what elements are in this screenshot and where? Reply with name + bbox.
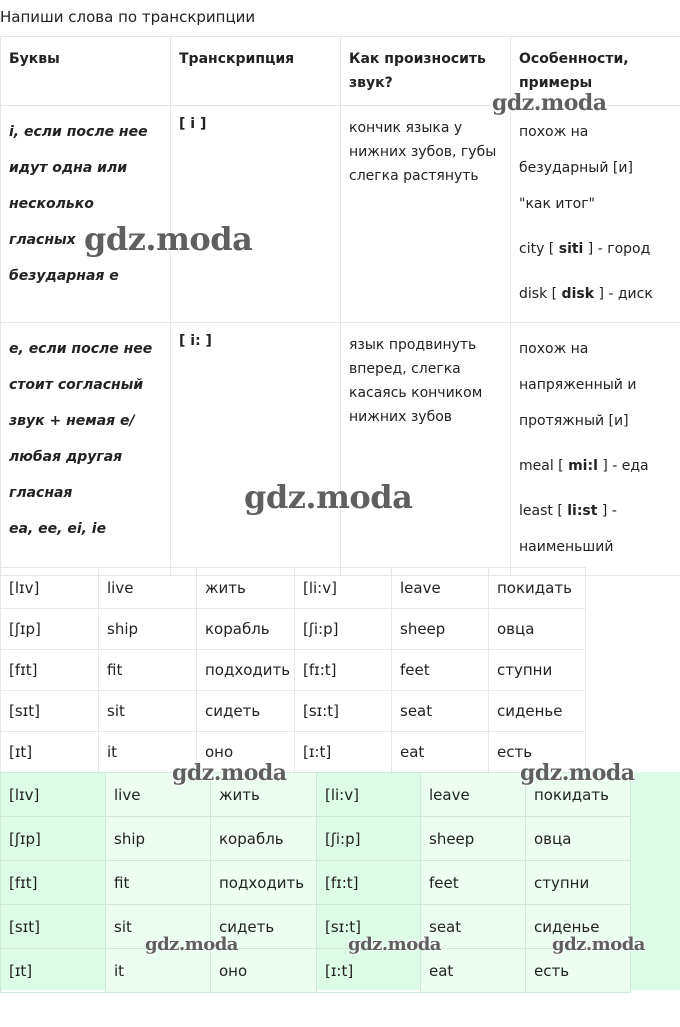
letters-line: любая другая (9, 449, 123, 465)
grid-cell: leave (392, 568, 489, 609)
table-row (1, 905, 631, 949)
grid-cell: сиденье (489, 691, 586, 732)
example-line: похож на (519, 124, 589, 140)
grid-cell: корабль (197, 609, 295, 650)
grid-cell: ship (106, 817, 211, 861)
grid-cell: live (99, 568, 197, 609)
letters-line: гласная (9, 485, 73, 501)
example-word: disk [ disk ] - диск (519, 286, 653, 302)
letters-line: стоит согласный (9, 377, 144, 393)
letters-line: звук + немая е/ (9, 413, 135, 429)
how-line: касаясь кончиком (349, 385, 483, 401)
watermark: gdz.moda (84, 220, 253, 258)
watermark: gdz.moda (552, 934, 645, 955)
grid-cell: [lɪv] (1, 773, 106, 817)
letters-line: е, если после нее (9, 341, 153, 357)
example-word: least [ li:st ] - (519, 503, 617, 519)
letters-line: идут одна или (9, 160, 128, 176)
grid-cell: покидать (526, 773, 631, 817)
letters-cell (1, 106, 171, 323)
grid-cell: eat (392, 732, 489, 773)
table-row (1, 568, 586, 609)
grid-cell: [ɪt] (1, 732, 99, 773)
grid-cell: [sɪt] (1, 691, 99, 732)
grid-cell: [li:v] (317, 773, 421, 817)
grid-cell: подходить (197, 650, 295, 691)
grid-cell: [ʃi:p] (317, 817, 421, 861)
grid-cell: сидеть (211, 905, 317, 949)
grid-cell: [ɪ:t] (295, 732, 392, 773)
watermark: gdz.moda (348, 934, 441, 955)
letters-extra: безударная е (9, 268, 119, 284)
grid-cell: есть (489, 732, 586, 773)
grid-cell: it (99, 732, 197, 773)
grid-cell: [fɪ:t] (295, 650, 392, 691)
transcription-cell: [ i: ] (171, 323, 341, 576)
grid-cell: fit (99, 650, 197, 691)
watermark: gdz.moda (244, 478, 413, 516)
example-line: напряженный и (519, 377, 637, 393)
table-row (1, 106, 680, 323)
grid-cell: [sɪt] (1, 905, 106, 949)
table-row (1, 949, 631, 993)
watermark: gdz.moda (520, 760, 635, 786)
letters-cell (1, 323, 171, 576)
example-line: безударный [и] (519, 160, 633, 176)
grid-cell: eat (421, 949, 526, 993)
example-line: "как итог" (519, 196, 595, 212)
header-transcription: Транскрипция (171, 37, 341, 106)
table-row (1, 732, 586, 773)
how-cell (341, 106, 511, 323)
table-row (1, 609, 586, 650)
grid-cell: feet (421, 861, 526, 905)
header-letters: Буквы (1, 37, 171, 106)
example-line: похож на (519, 341, 589, 357)
grid-cell: сиденье (526, 905, 631, 949)
grid-cell: [sɪ:t] (317, 905, 421, 949)
how-line: вперед, слегка (349, 361, 461, 377)
word-grid-answer (0, 772, 631, 993)
page-heading: Напиши слова по транскрипции (0, 8, 256, 26)
how-line: нижних зубов, губы (349, 144, 497, 160)
example-line: протяжный [и] (519, 413, 629, 429)
grid-cell: покидать (489, 568, 586, 609)
grid-cell: live (106, 773, 211, 817)
watermark: gdz.moda (145, 934, 238, 955)
grid-cell: овца (489, 609, 586, 650)
grid-cell: жить (211, 773, 317, 817)
grid-cell: корабль (211, 817, 317, 861)
grid-cell: [fɪ:t] (317, 861, 421, 905)
grid-cell: seat (392, 691, 489, 732)
letters-line: гласных (9, 232, 76, 248)
grid-cell: оно (197, 732, 295, 773)
examples-cell (511, 106, 680, 323)
phonetics-table (0, 36, 680, 576)
how-line: нижних зубов (349, 409, 453, 425)
word-grid-1 (0, 567, 586, 773)
grid-cell: [ɪ:t] (317, 949, 421, 993)
grid-cell: feet (392, 650, 489, 691)
grid-cell: [sɪ:t] (295, 691, 392, 732)
table-row (1, 323, 680, 576)
grid-cell: sit (106, 905, 211, 949)
header-how: Как произносить звук? (341, 37, 511, 106)
grid-cell: [ʃɪp] (1, 609, 99, 650)
grid-cell: sheep (421, 817, 526, 861)
grid-cell: [ɪt] (1, 949, 106, 993)
table-row (1, 650, 586, 691)
how-line: слегка растянуть (349, 168, 479, 184)
grid-cell: сидеть (197, 691, 295, 732)
example-word: meal [ mi:l ] - еда (519, 458, 649, 474)
grid-cell: [fɪt] (1, 861, 106, 905)
table-row (1, 861, 631, 905)
grid-cell: оно (211, 949, 317, 993)
grid-cell: it (106, 949, 211, 993)
grid-cell: ship (99, 609, 197, 650)
example-line: наименьший (519, 539, 614, 555)
grid-cell: [li:v] (295, 568, 392, 609)
header-row (1, 37, 680, 106)
watermark: gdz.moda (172, 760, 287, 786)
grid-cell: leave (421, 773, 526, 817)
grid-cell: fit (106, 861, 211, 905)
grid-cell: seat (421, 905, 526, 949)
how-line: язык продвинуть (349, 337, 477, 353)
how-line: кончик языка у (349, 120, 463, 136)
grid-cell: подходить (211, 861, 317, 905)
header-examples: Особенности, примеры (511, 37, 680, 106)
grid-cell: жить (197, 568, 295, 609)
letters-line: i, если после нее (9, 124, 148, 140)
examples-cell (511, 323, 680, 576)
table-row (1, 691, 586, 732)
table-row (1, 773, 631, 817)
grid-cell: есть (526, 949, 631, 993)
grid-cell: sit (99, 691, 197, 732)
how-cell (341, 323, 511, 576)
grid-cell: [ʃi:p] (295, 609, 392, 650)
grid-cell: ступни (526, 861, 631, 905)
grid-cell: [lɪv] (1, 568, 99, 609)
grid-cell: [fɪt] (1, 650, 99, 691)
transcription-cell: [ i ] (171, 106, 341, 323)
grid-cell: sheep (392, 609, 489, 650)
grid-cell: овца (526, 817, 631, 861)
example-word: city [ siti ] - город (519, 241, 651, 257)
letters-line: несколько (9, 196, 94, 212)
table-row (1, 817, 631, 861)
letters-extra: ea, ee, ei, ie (9, 521, 107, 537)
grid-cell: ступни (489, 650, 586, 691)
watermark: gdz.moda (492, 90, 607, 116)
grid-cell: [ʃɪp] (1, 817, 106, 861)
